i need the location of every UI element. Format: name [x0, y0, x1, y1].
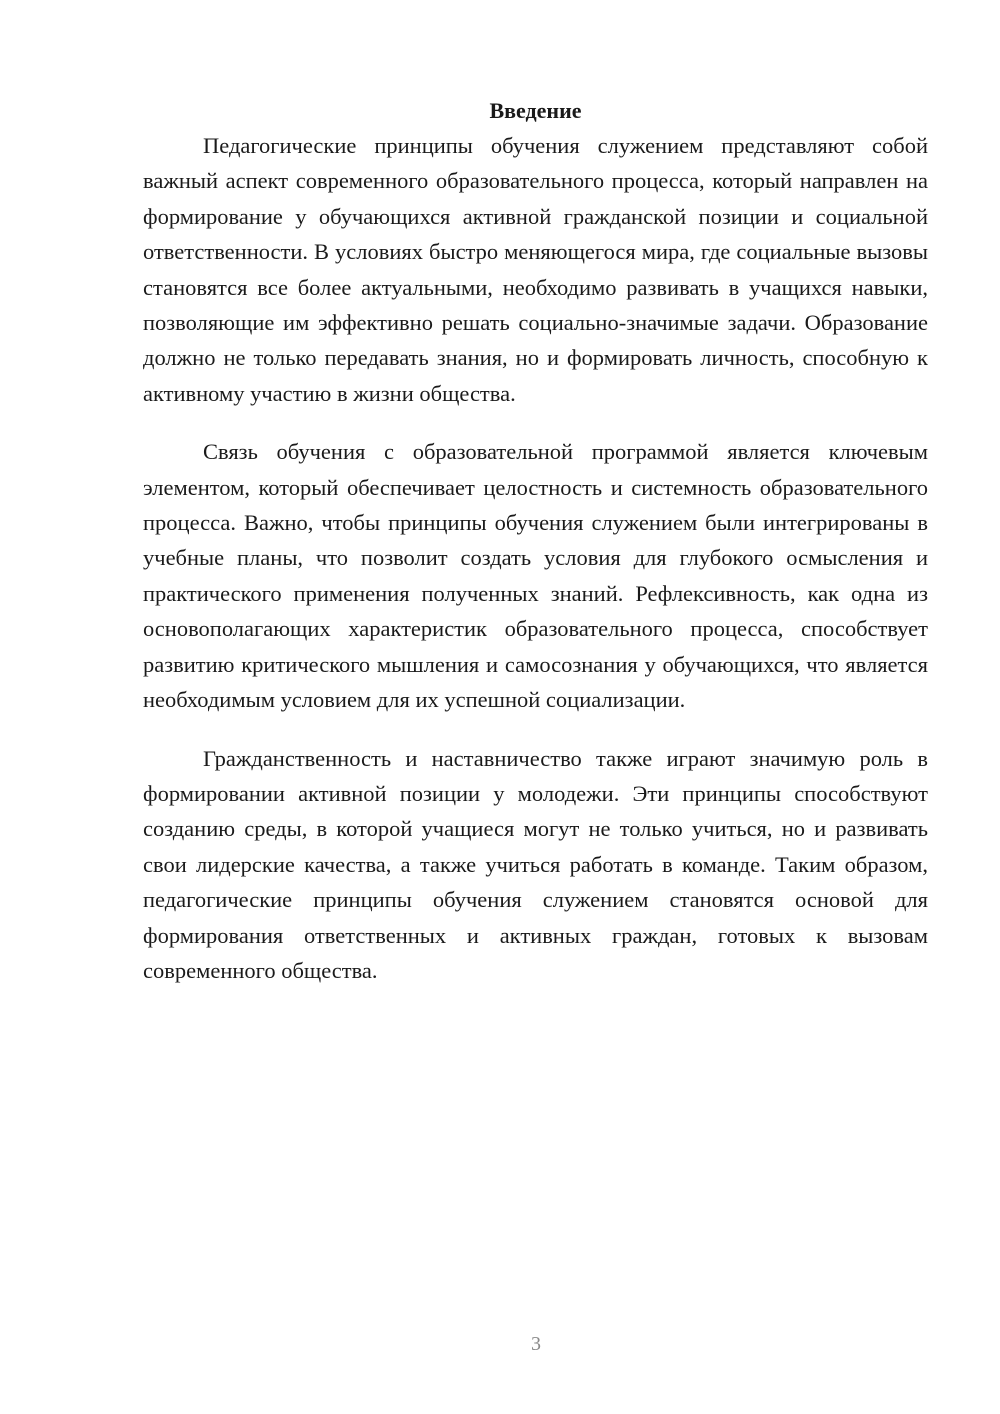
- page-content: [143, 95, 928, 1011]
- paragraph-1: Педагогические принципы обучения служением представляют собой важный аспект современного образовательного процесса, который направлен на формирование у обучающихся активной гражданской позиции и социальной ответственности. В условиях быстро меняющегося мира, где социальные вызовы становятся все более актуальными, необходимо развивать в учащихся навыки, позволяющие им эффективно решать социально-значимые задачи. Образование должно не только передавать знания, но и формировать личность, способную к активному участию в жизни общества.: [143, 133, 928, 406]
- section-title: Введение: [489, 98, 582, 123]
- paragraph-2: Связь обучения с образовательной программой является ключевым элементом, который обеспечивает целостность и системность образовательного процесса. Важно, чтобы принципы обучения служением были интегрированы в учебные планы, что позволит создать условия для глубокого осмысления и практического применения полученных знаний. Рефлексивность, как одна из основополагающих характеристик образовательного процесса, способствует развитию критического мышления и самосознания у обучающихся, что является необходимым условием для их успешной социализации.: [143, 439, 928, 713]
- page-number: 3: [531, 1333, 541, 1355]
- paragraph-3: Гражданственность и наставничество также играют значимую роль в формировании активной позиции у молодежи. Эти принципы способствуют созданию среды, в которой учащиеся могут не только учиться, но и развивать свои лидерские качества, а также учиться работать в команде. Таким образом, педагогические принципы обучения служением становятся основой для формирования ответственных и активных граждан, готовых к вызовам современного общества.: [143, 745, 928, 983]
